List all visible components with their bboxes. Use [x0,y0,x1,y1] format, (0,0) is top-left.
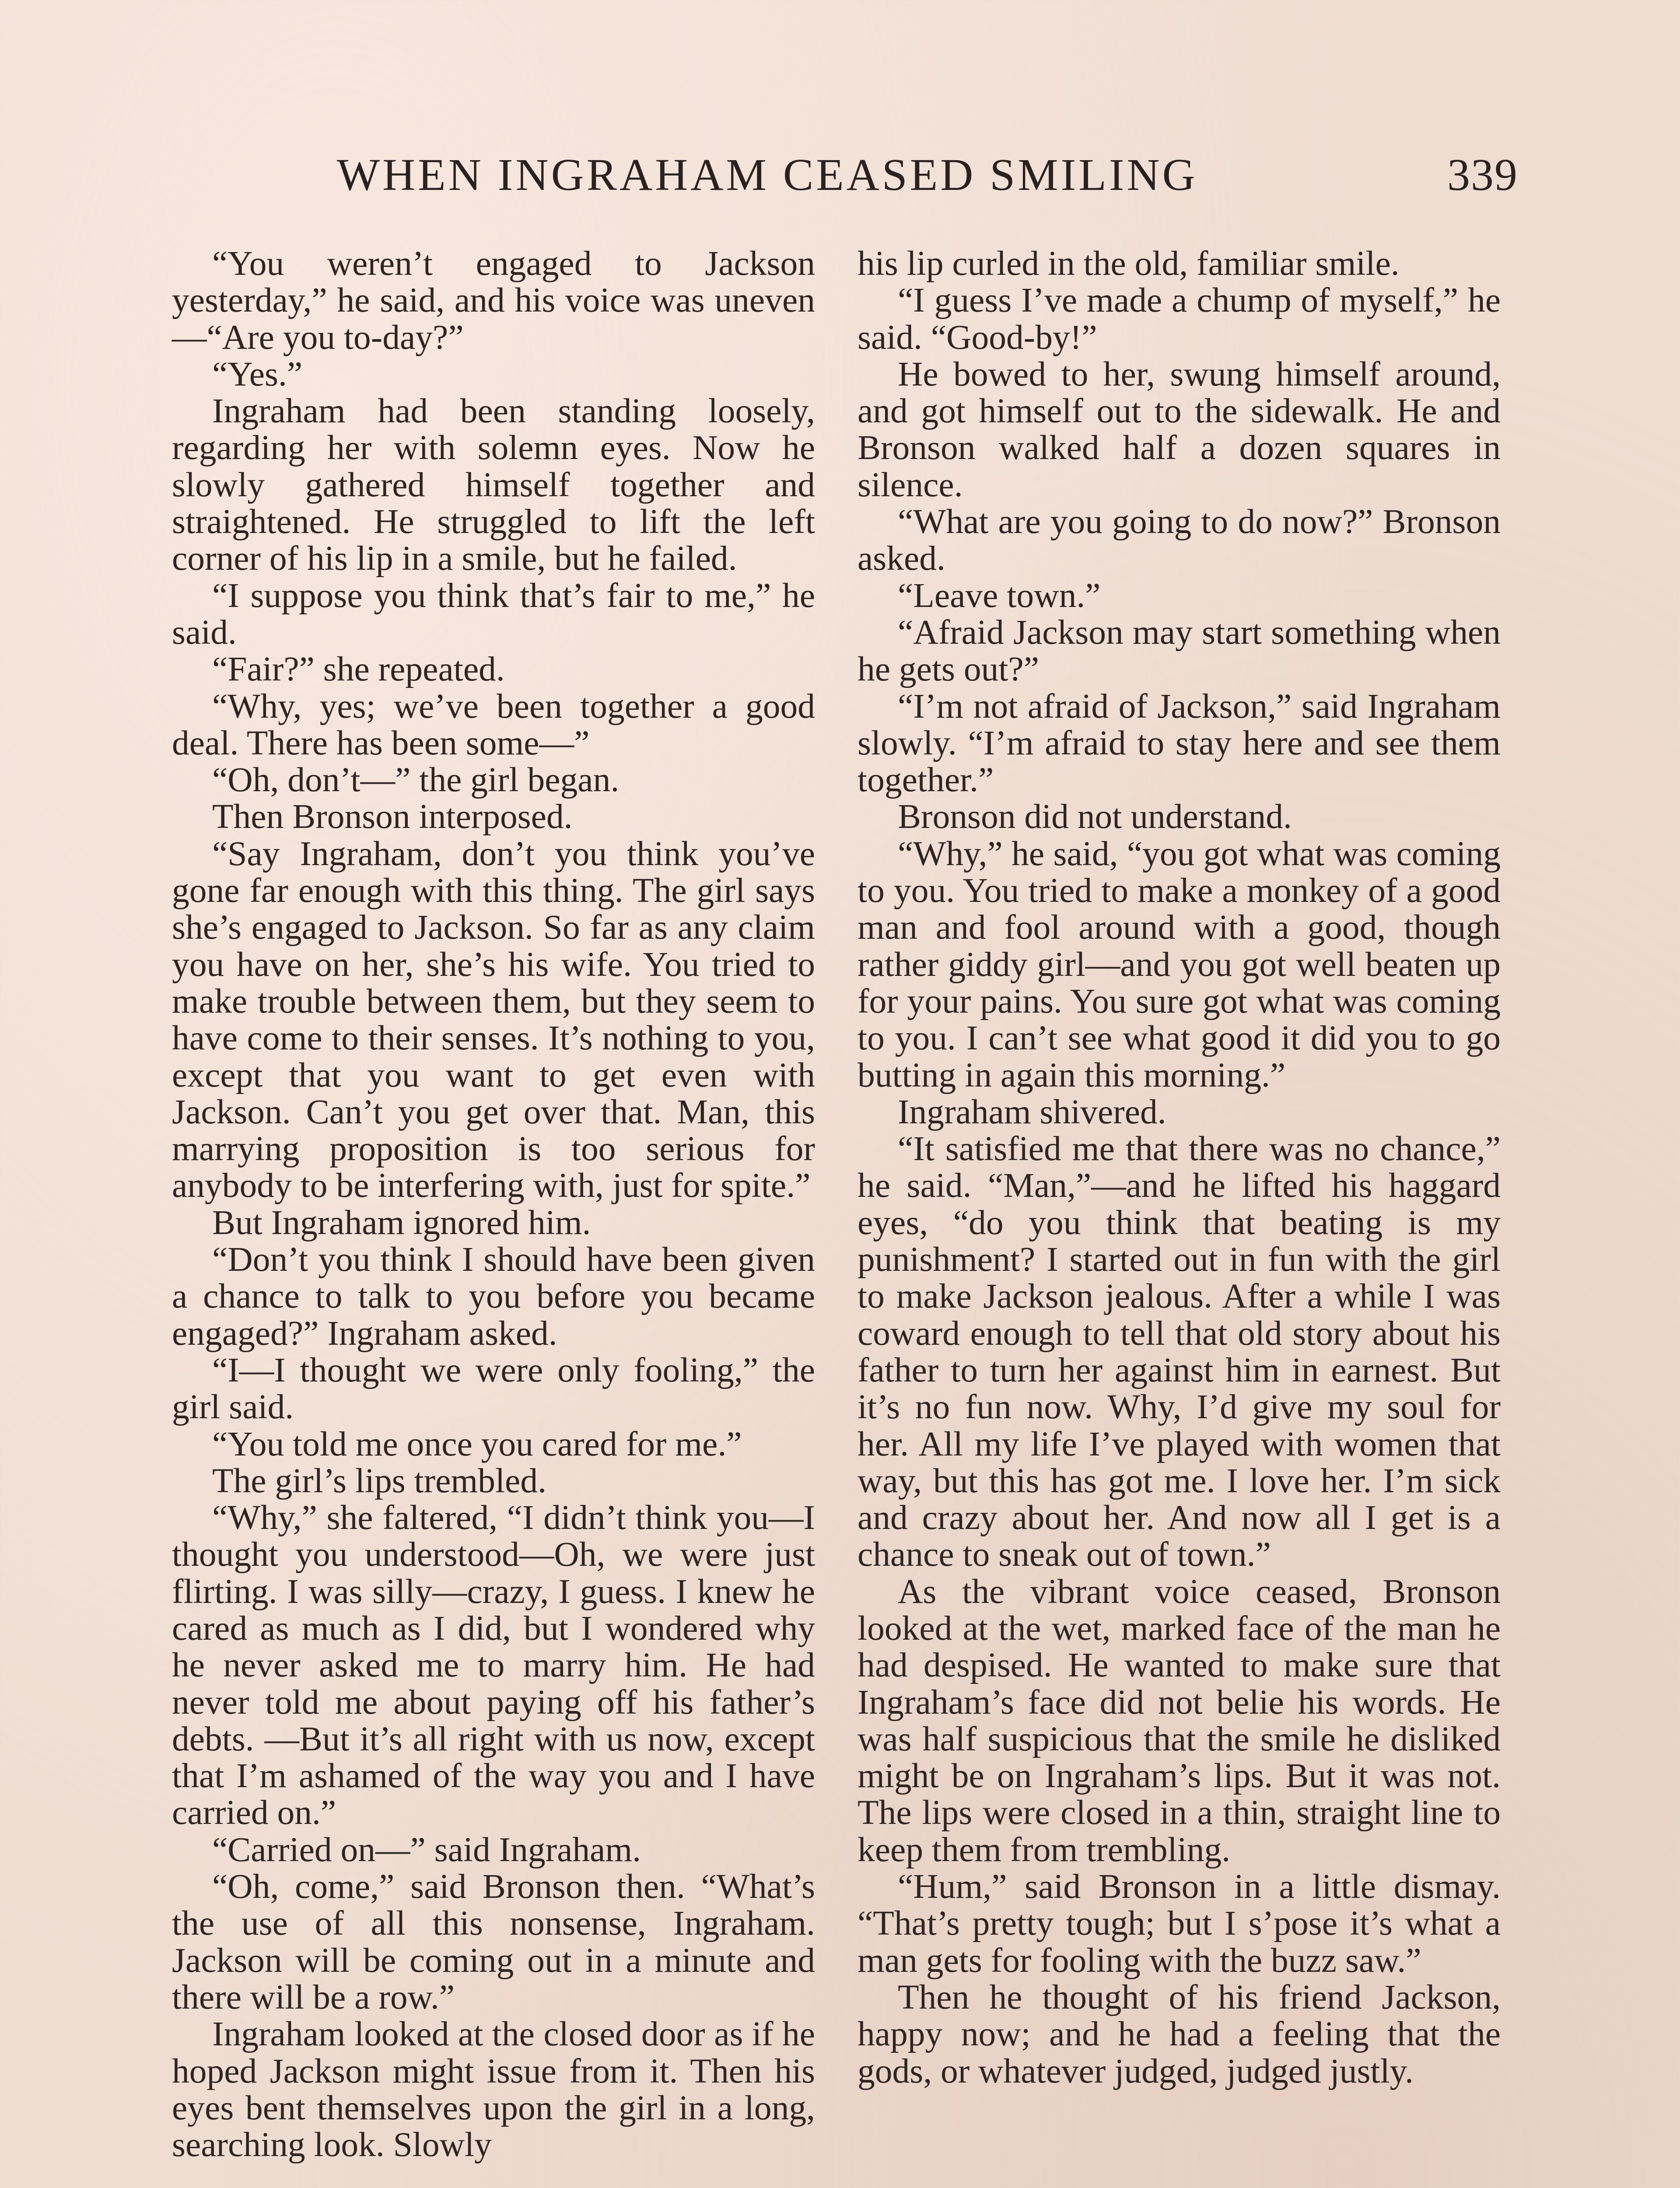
paragraph: “Yes.” [212,354,303,393]
paragraph: Then he thought of his friend Jackson, happy now; and he had a feeling that the gods, or whatever judged, judged justly. [858,1978,1501,2090]
page-number: 339 [1447,150,1518,200]
paragraph: The girl’s lips trembled. [212,1461,546,1500]
paragraph: “What are you going to do now?” Bronson asked. [858,502,1501,578]
paragraph: “Oh, don’t—” the girl began. [212,761,620,799]
paragraph: “Oh, come,” said Bronson then. “What’s the use of all this nonsense, Ingraham. Jackson will be coming out in a minute and there will be a row.” [172,1867,815,2016]
paragraph: “You told me once you cared for me.” [212,1424,742,1463]
paragraph: “Carried on—” said Ingraham. [212,1830,641,1869]
right-column [858,245,1501,2090]
paragraph: “Why,” he said, “you got what was coming to you. You tried to make a monkey of a good man and fool around with a good, though rather giddy girl—and you got well beaten up for your pains. You sure got what was coming to you. I can’t see what good it did you to go butting in again this morning.” [858,834,1501,1094]
paragraph: He bowed to her, swung himself around, and got himself out to the sidewalk. He and Bronson walked half a dozen squares in silence. [858,354,1501,504]
paragraph: “Fair?” she repeated. [212,650,505,689]
paragraph: “Afraid Jackson may start something when he gets out?” [858,613,1501,689]
paragraph: Ingraham had been standing loosely, regarding her with solemn eyes. Now he slowly gathered himself together and straightened. He struggled to lift the left corner of his lip in a smile, but he failed. [172,392,815,578]
paragraph: Ingraham shivered. [898,1092,1166,1131]
paragraph: “Hum,” said Bronson in a little dismay. “That’s pretty tough; but I s’pose it’s what a man gets for fooling with the buzz saw.” [858,1867,1501,1980]
running-header [337,149,1518,206]
left-column [172,245,815,2163]
paragraph: “Leave town.” [898,576,1101,615]
paragraph: “You weren’t engaged to Jackson yesterday,” he said, and his voice was uneven—“Are you to-day?” [172,244,815,357]
paragraph: “Don’t you think I should have been given a chance to talk to you before you became engaged?” Ingraham asked. [172,1240,815,1353]
page-title: WHEN INGRAHAM CEASED SMILING [337,150,1198,200]
paragraph-continued: his lip curled in the old, familiar smile. [858,244,1400,283]
paragraph: “Say Ingraham, don’t you think you’ve gone far enough with this thing. The girl says she’s engaged to Jackson. So far as any claim you have on her, she’s his wife. You tried to make trouble between them, but they seem to have come to their senses. It’s nothing to you, except that you want to get even with Jackson. Can’t you get over that. Man, this marrying proposition is too serious for anybody to be interfering with, just for spite.” [172,834,815,1205]
paragraph: “Why, yes; we’ve been together a good deal. There has been some—” [172,687,815,762]
paragraph: “It satisfied me that there was no chance,” he said. “Man,”—and he lifted his haggard eyes, “do you think that beating is my punishment? I started out in fun with the girl to make Jackson jealous. After a while I was coward enough to tell that old story about his father to turn her against him in earnest. But it’s no fun now. Why, I’d give my soul for her. All my life I’ve played with women that way, but this has got me. I love her. I’m sick and crazy about her. And now all I get is a chance to sneak out of town.” [858,1129,1501,1574]
paragraph: “Why,” she faltered, “I didn’t think you—I thought you understood—Oh, we were just flirting. I was silly—crazy, I guess. I knew he cared as much as I did, but I wondered why he never asked me to marry him. He had never told me about paying off his father’s debts. —But it’s all right with us now, except that I’m ashamed of the way you and I have carried on.” [172,1498,815,1832]
paragraph: But Ingraham ignored him. [212,1203,591,1242]
paragraph: Then Bronson interposed. [212,797,573,836]
paragraph: “I—I thought we were only fooling,” the girl said. [172,1350,815,1427]
paragraph: “I suppose you think that’s fair to me,” he said. [172,576,815,652]
paragraph: As the vibrant voice ceased, Bronson looked at the wet, marked face of the man he had despised. He wanted to make sure that Ingraham’s face did not belie his words. He was half suspicious that the smile he disliked might be on Ingraham’s lips. But it was not. The lips were closed in a thin, straight line to keep them from trembling. [858,1572,1501,1869]
paragraph: “I guess I’ve made a chump of myself,” he said. “Good-by!” [858,281,1501,357]
paragraph: “I’m not afraid of Jackson,” said Ingraham slowly. “I’m afraid to stay here and see them together.” [858,687,1501,799]
paragraph: Bronson did not understand. [898,797,1292,836]
paragraph: Ingraham looked at the closed door as if he hoped Jackson might issue from it. Then his eyes bent themselves upon the girl in a long, searching look. Slowly [172,2015,815,2164]
